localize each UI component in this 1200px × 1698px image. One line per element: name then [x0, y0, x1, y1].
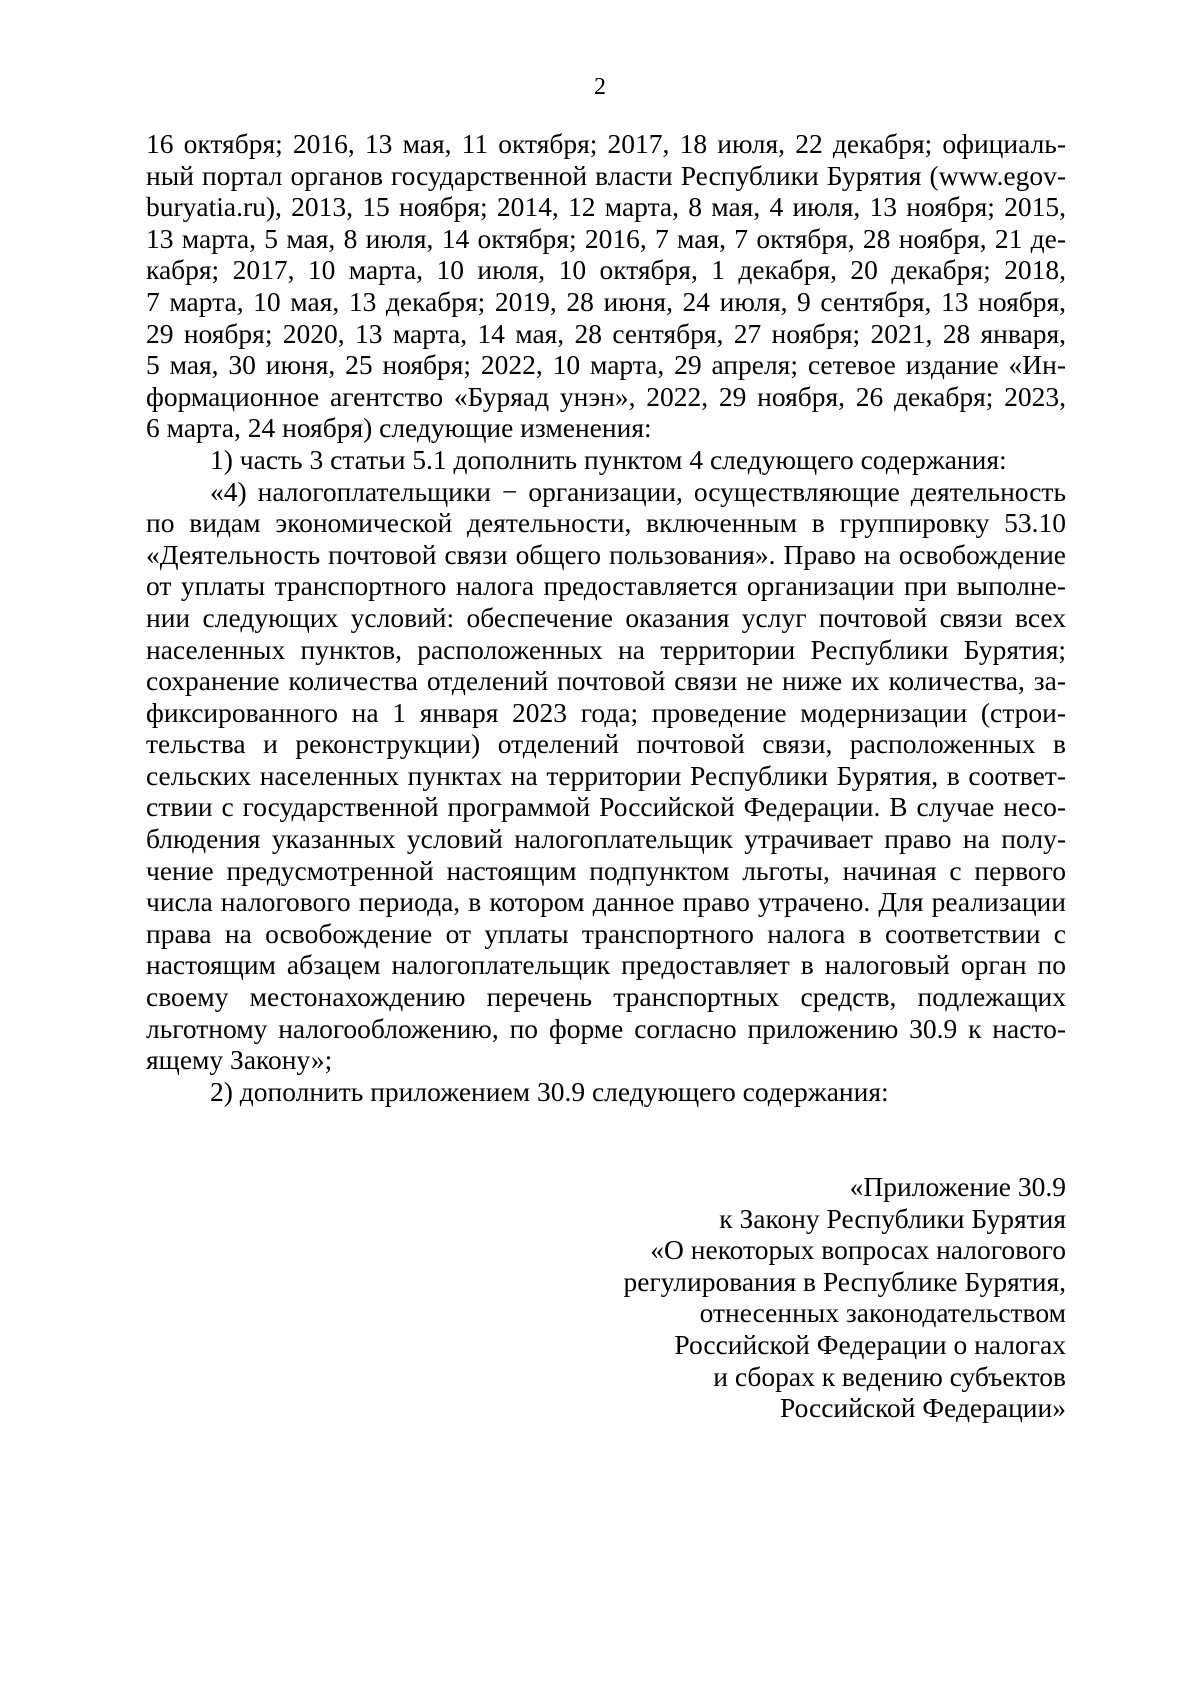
text-line: от уплаты транспортного налога предоставляется организации при выполне- [146, 570, 1066, 602]
text-line: тельства и реконструкции) отделений почтовой связи, расположенных в [146, 728, 1066, 760]
appendix-line: «О некоторых вопросах налогового [650, 1234, 1066, 1266]
text-line: кабря; 2017, 10 марта, 10 июля, 10 октября, 1 декабря, 20 декабря; 2018, [146, 254, 1066, 286]
text-line: 29 ноября; 2020, 13 марта, 14 мая, 28 сентября, 27 ноября; 2021, 28 января, [146, 317, 1066, 349]
text-line: фиксированного на 1 января 2023 года; проведение модернизации (строи- [146, 696, 1066, 728]
text-line: по видам экономической деятельности, включенным в группировку 53.10 [146, 507, 1066, 539]
text-line: 16 октября; 2016, 13 мая, 11 октября; 2017, 18 июля, 22 декабря; официаль- [146, 128, 1066, 159]
text-line: числа налогового периода, в котором данное право утрачено. Для реализации [146, 886, 1066, 918]
text-line: ный портал органов государственной власти Республики Бурятия (www.egov- [146, 159, 1066, 191]
text-line: льготному налогообложению, по форме согласно приложению 30.9 к насто- [146, 1012, 1066, 1044]
text-line: «4) налогоплательщики − организации, осуществляющие деятельность [210, 475, 1066, 507]
text-line: ящему Закону»; [146, 1044, 333, 1076]
body-text [146, 128, 1066, 1107]
text-line: формационное агентство «Буряад унэн», 2022, 29 ноября, 26 декабря; 2023, [146, 380, 1066, 412]
appendix-line: и сборах к ведению субъектов [713, 1360, 1066, 1392]
appendix-line: Российской Федерации» [779, 1392, 1066, 1424]
page-number: 2 [594, 74, 606, 100]
text-line: населенных пунктов, расположенных на территории Республики Бурятия; [146, 633, 1066, 665]
text-line: права на освобождение от уплаты транспортного налога в соответствии с [146, 917, 1066, 949]
text-line: настоящим абзацем налогоплательщик предоставляет в налоговый орган по [146, 949, 1066, 981]
text-line: сохранение количества отделений почтовой связи не ниже их количества, за- [146, 665, 1066, 697]
appendix-line: отнесенных законодательством [699, 1297, 1066, 1329]
text-line: блюдения указанных условий налогоплательщик утрачивает право на полу- [146, 823, 1066, 855]
appendix-line: «Приложение 30.9 [849, 1171, 1066, 1202]
text-line: нии следующих условий: обеспечение оказания услуг почтовой связи всех [146, 601, 1066, 633]
appendix-line: Российской Федерации о налогах [674, 1328, 1066, 1360]
text-line: 5 мая, 30 июня, 25 ноября; 2022, 10 марта, 29 апреля; сетевое издание «Ин- [146, 349, 1066, 381]
text-line: 7 марта, 10 мая, 13 декабря; 2019, 28 июня, 24 июля, 9 сентября, 13 ноября, [146, 285, 1066, 317]
list-item-1: 1) часть 3 статьи 5.1 дополнить пунктом 4 следующего содержания: [210, 443, 1007, 475]
list-item-2: 2) дополнить приложением 30.9 следующего содержания: [210, 1075, 889, 1107]
text-line: 6 марта, 24 ноября) следующие изменения: [146, 412, 652, 444]
appendix-line: к Закону Республики Бурятия [719, 1202, 1066, 1234]
text-line: чение предусмотренной настоящим подпунктом льготы, начиная с первого [146, 854, 1066, 886]
text-line: 13 марта, 5 мая, 8 июля, 14 октября; 2016, 7 мая, 7 октября, 28 ноября, 21 де- [146, 222, 1066, 254]
text-line: «Деятельность почтовой связи общего пользования». Право на освобождение [146, 538, 1066, 570]
text-line: сельских населенных пунктах на территории Республики Бурятия, в соответ- [146, 759, 1066, 791]
text-line: buryatia.ru), 2013, 15 ноября; 2014, 12 марта, 8 мая, 4 июля, 13 ноября; 2015, [146, 191, 1066, 223]
text-line: ствии с государственной программой Российской Федерации. В случае несо- [146, 791, 1066, 823]
text-line: своему местонахождению перечень транспортных средств, подлежащих [146, 981, 1066, 1013]
appendix-heading [466, 1171, 1066, 1424]
appendix-line: регулирования в Республике Бурятия, [623, 1265, 1066, 1297]
